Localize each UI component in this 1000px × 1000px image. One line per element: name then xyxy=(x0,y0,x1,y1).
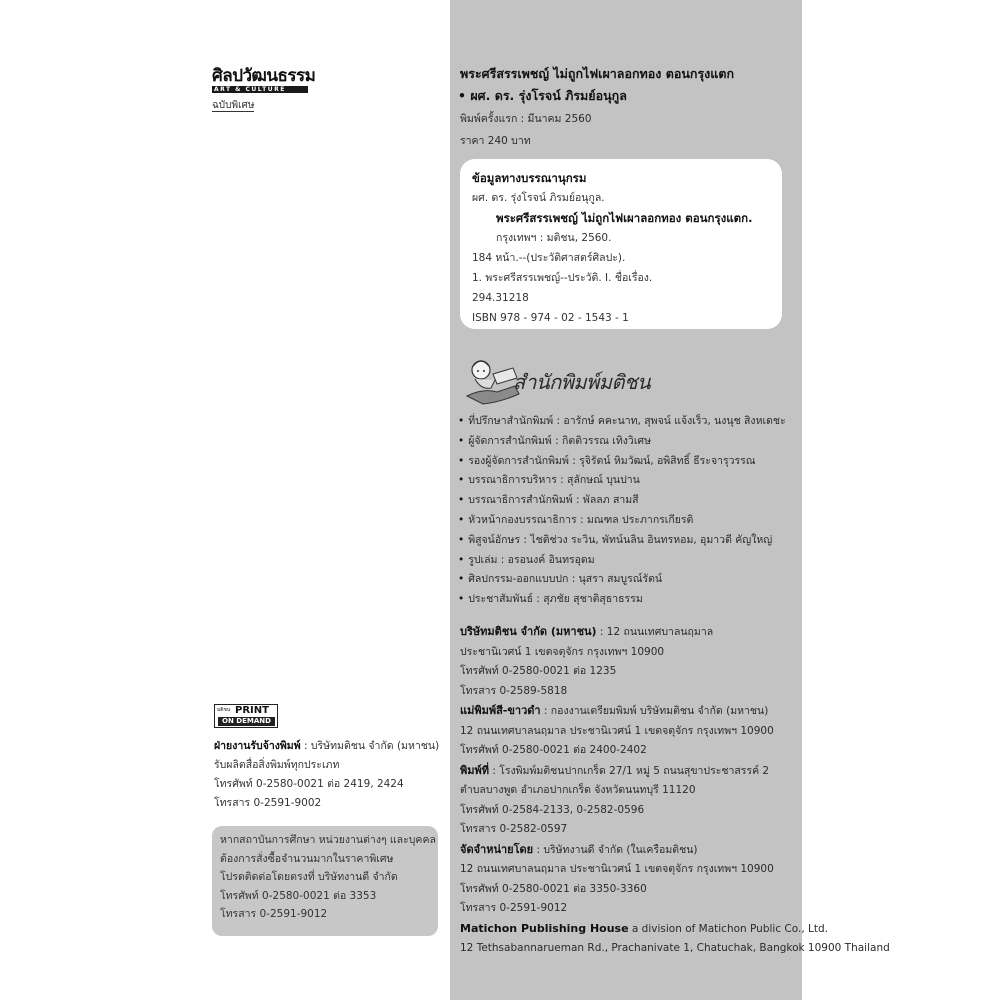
staff-item: • พิสูจน์อักษร : ไชติช่วง ระวิน, พัทน์นลิน อินทรหอม, อุมาวดี คัญใหญ่ xyxy=(458,531,786,551)
matichon-label: บริษัทมติชน จำกัด (มหาชน) xyxy=(460,625,597,638)
staff-item: • หัวหน้ากองบรรณาธิการ : มณฑล ประภากรเกียรติ xyxy=(458,511,786,531)
english-heading xyxy=(460,919,890,940)
publisher-logo xyxy=(463,352,693,408)
book-title: พระศรีสรรเพชญ์ ไม่ถูกไฟเผาลอกทอง ตอนกรุงแตก xyxy=(460,66,735,81)
printing-service-phone: โทรศัพท์ 0-2580-0021 ต่อ 2419, 2424 xyxy=(214,778,404,790)
staff-item: • ประชาสัมพันธ์ : สุภชัย สุชาติสุธาธรรม xyxy=(458,590,786,610)
plates-label: แม่พิมพ์สี-ขาวดำ xyxy=(460,704,541,717)
logo-special-text: ฉบับพิเศษ xyxy=(212,100,255,111)
phone-line: โทรศัพท์ 0-2580-0021 ต่อ 2400-2402 xyxy=(460,744,647,756)
printing-service-fax: โทรสาร 0-2591-9002 xyxy=(214,797,322,809)
phone-line: โทรศัพท์ 0-2580-0021 ต่อ 3350-3360 xyxy=(460,882,647,895)
book-price: ราคา 240 บาท xyxy=(460,135,531,147)
printing-service-line: รับผลิตสื่อสิ่งพิมพ์ทุกประเภท xyxy=(214,759,340,771)
magazine-logo xyxy=(212,66,316,111)
cip-classification: 294.31218 xyxy=(472,292,529,304)
staff-list xyxy=(458,412,786,610)
staff-item: • ศิลปกรรม-ออกแบบปก : นุสรา สมบูรณ์รัตน์ xyxy=(458,570,786,590)
fax-line: โทรสาร 0-2591-9012 xyxy=(460,902,568,914)
english-publisher-division: a division of Matichon Public Co., Ltd. xyxy=(628,922,828,935)
staff-item: • รองผู้จัดการสำนักพิมพ์ : รุจิรัตน์ หิมวัฒน์, อพิสิทธิ์ ธีระจารุวรรณ xyxy=(458,452,786,472)
address-line: 12 ถนนเทศบาลนฤมาล ประชานิเวศน์ 1 เขตจตุจักร กรุงเทพฯ 10900 xyxy=(460,863,774,875)
matichon-address: : 12 ถนนเทศบาลนฤมาล xyxy=(596,626,714,638)
phone-line: โทรศัพท์ 0-2584-2133, 0-2582-0596 xyxy=(460,803,645,816)
address-line: 12 ถนนเทศบาลนฤมาล ประชานิเวศน์ 1 เขตจตุจักร กรุงเทพฯ 10900 xyxy=(460,724,774,737)
printing-service-company: : บริษัทมติชน จำกัด (มหาชน) xyxy=(300,740,440,752)
pod-brand: มติชน xyxy=(217,707,231,713)
staff-item: • ที่ปรึกษาสำนักพิมพ์ : อารักษ์ คคะนาท, สุพจน์ แจ้งเร็ว, นงนุช สิงหเดชะ xyxy=(458,412,786,432)
pod-print: PRINT xyxy=(235,705,269,716)
printing-service-heading xyxy=(214,737,439,756)
staff-item: • บรรณาธิการสำนักพิมพ์ : พัลลภ สามสี xyxy=(458,491,786,511)
english-publisher-label: Matichon Publishing House xyxy=(460,921,629,935)
cip-heading: ข้อมูลทางบรรณานุกรม xyxy=(472,171,587,185)
phone-line: โทรศัพท์ 0-2580-0021 ต่อ 1235 xyxy=(460,665,617,677)
logo-main-text: ศิลปวัฒนธรรม xyxy=(212,66,316,86)
printing-service-info xyxy=(214,737,439,813)
printer-address: : โรงพิมพ์มติชนปากเกร็ด 27/1 หมู่ 5 ถนนสุขาประชาสรรค์ 2 xyxy=(489,764,770,777)
cip-isbn: ISBN 978 - 974 - 02 - 1543 - 1 xyxy=(472,312,629,324)
printer-heading xyxy=(460,761,890,782)
cip-subject: 1. พระศรีสรรเพชญ์--ประวัติ. I. ชื่อเรื่อง. xyxy=(472,272,653,284)
staff-item: • รูปเล่ม : อรอนงค์ อินทรอุดม xyxy=(458,551,786,571)
address-line: ประชานิเวศน์ 1 เขตจตุจักร กรุงเทพฯ 10900 xyxy=(460,645,665,658)
bulk-order-note xyxy=(212,826,438,936)
printing-service-label: ฝ่ายงานรับจ้างพิมพ์ xyxy=(214,740,301,752)
cataloging-data-box xyxy=(460,159,782,329)
pod-on-demand: ON DEMAND xyxy=(218,717,275,726)
note-line: หากสถาบันการศึกษา หน่วยงานต่างๆ และบุคคล xyxy=(220,834,436,846)
print-on-demand-badge xyxy=(214,704,278,728)
printer-label: พิมพ์ที่ xyxy=(460,763,490,777)
cip-author: ผศ. ดร. รุ่งโรจน์ ภิรมย์อนุกูล. xyxy=(472,192,605,204)
distributor-company: : บริษัทงานดี จำกัด (ในเครือมติชน) xyxy=(533,843,698,856)
matichon-heading xyxy=(460,622,890,643)
first-print-date: พิมพ์ครั้งแรก : มีนาคม 2560 xyxy=(460,113,592,125)
staff-item: • บรรณาธิการบริหาร : สุลักษณ์ บุนปาน xyxy=(458,471,786,491)
cip-pages: 184 หน้า.--(ประวัติศาสตร์ศิลปะ). xyxy=(472,252,626,264)
english-address: 12 Tethsabannarueman Rd., Prachanivate 1, Chatuchak, Bangkok 10900 Thailand xyxy=(460,942,890,954)
distributor-heading xyxy=(460,840,890,861)
fax-line: โทรสาร 0-2589-5818 xyxy=(460,684,568,697)
distributor-label: จัดจำหน่ายโดย xyxy=(460,842,534,856)
company-addresses xyxy=(460,622,890,959)
cip-title: พระศรีสรรเพชญ์ ไม่ถูกไฟเผาลอกทอง ตอนกรุงแตก. xyxy=(496,211,753,225)
note-line: โทรศัพท์ 0-2580-0021 ต่อ 3353 xyxy=(220,889,377,902)
note-line: ต้องการสั่งซื้อจำนวนมากในราคาพิเศษ xyxy=(220,852,394,865)
cip-place: กรุงเทพฯ : มติชน, 2560. xyxy=(496,232,612,244)
plates-heading xyxy=(460,701,890,722)
fax-line: โทรสาร 0-2582-0597 xyxy=(460,823,568,835)
logo-sub-text: ART & CULTURE xyxy=(212,86,308,93)
plates-company: : กองงานเตรียมพิมพ์ บริษัทมติชน จำกัด (มหาชน) xyxy=(540,705,769,717)
book-author: • ผศ. ดร. รุ่งโรจน์ ภิรมย์อนุกูล xyxy=(458,88,627,103)
address-line: ตำบลบางพูด อำเภอปากเกร็ด จังหวัดนนทบุรี 11120 xyxy=(460,784,696,796)
staff-item: • ผู้จัดการสำนักพิมพ์ : กิตติวรรณ เทิงวิเศษ xyxy=(458,432,786,452)
note-line: โทรสาร 0-2591-9012 xyxy=(220,908,328,920)
publisher-logo-text: สำนักพิมพ์มติชน xyxy=(513,370,651,394)
note-line: โปรดติดต่อโดยตรงที่ บริษัทงานดี จำกัด xyxy=(220,871,398,883)
